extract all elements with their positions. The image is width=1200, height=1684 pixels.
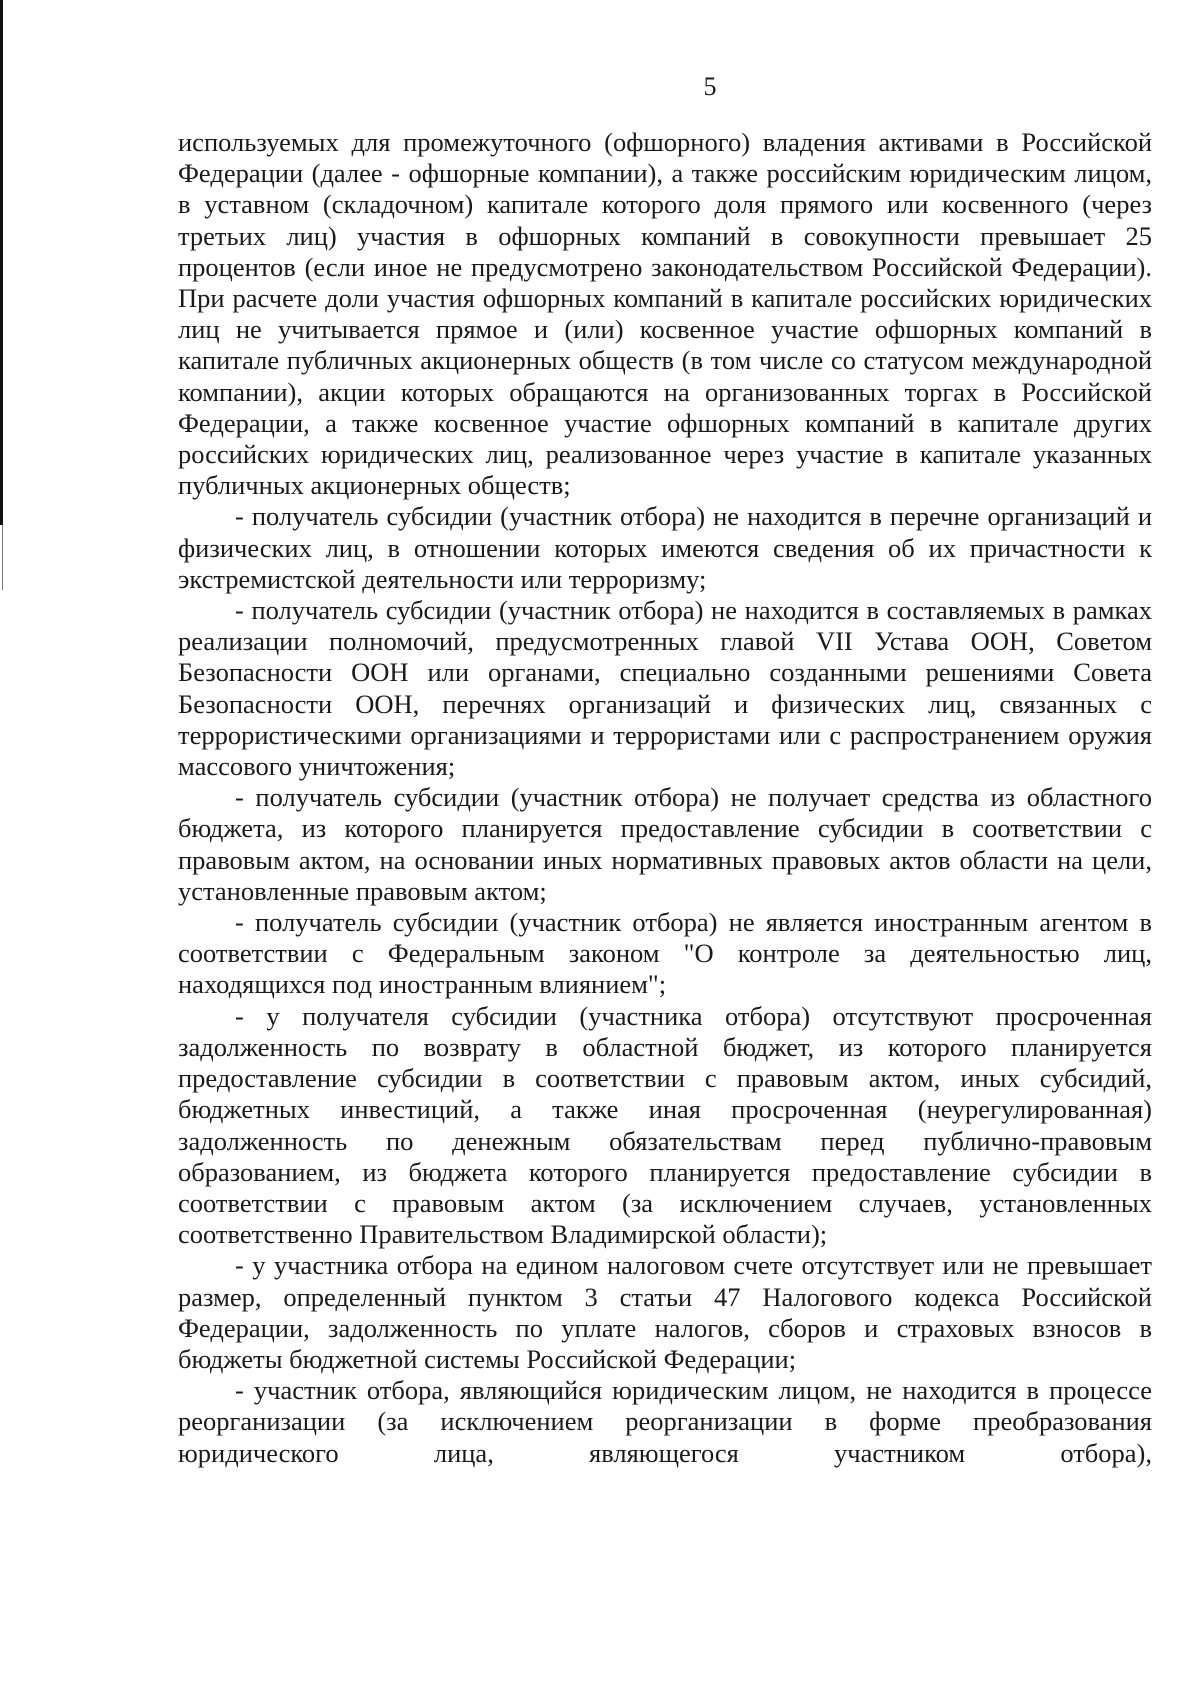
paragraph-reorganization: - участник отбора, являющийся юридическим лицом, не находится в процессе реорганизации (за исключением реорганизации в форме преобразования юридического лица, являющегося участником отбора), <box>178 1375 1152 1468</box>
paragraph-un-lists: - получатель субсидии (участник отбора) не находится в составляемых в рамках реализации полномочий, предусмотренных главой VII Устава ООН, Советом Безопасности ООН или органами, специально созданными решениями Совета Безопасности ООН, перечнях организаций и физических лиц, связанных с террористическими организациями и террористами или с распространением оружия массового уничтожения; <box>178 595 1152 782</box>
paragraph-tax-account: - у участника отбора на едином налоговом счете отсутствует или не превышает размер, определенный пунктом 3 статьи 47 Налогового кодекса Российской Федерации, задолженность по уплате налогов, сборов и страховых взносов в бюджеты бюджетной системы Российской Федерации; <box>178 1250 1152 1374</box>
paragraph-overdue-debt: - у получателя субсидии (участника отбора) отсутствуют просроченная задолженность по возврату в областной бюджет, из которого планируется предоставление субсидии в соответствии с правовым актом, иных субсидий, бюджетных инвестиций, а также иная просроченная (неурегулированная) задолженность по денежным обязательствам перед публично-правовым образованием, из бюджета которого планируется предоставление субсидии в соответствии с правовым актом (за исключением случаев, установленных соответственно Правительством Владимирской области); <box>178 1000 1152 1250</box>
paragraph-regional-budget-funds: - получатель субсидии (участник отбора) не получает средства из областного бюджета, из которого планируется предоставление субсидии в соответствии с правовым актом, на основании иных нормативных правовых актов области на цели, установленные правовым актом; <box>178 782 1152 906</box>
document-body <box>178 127 1152 1469</box>
scan-edge-mark-faint <box>2 525 3 590</box>
paragraph-extremism-list: - получатель субсидии (участник отбора) не находится в перечне организаций и физических лиц, в отношении которых имеются сведения об их причастности к экстремистской деятельности или терроризму; <box>178 501 1152 594</box>
page-number: 5 <box>703 72 717 101</box>
paragraph-foreign-agent: - получатель субсидии (участник отбора) не является иностранным агентом в соответствии с Федеральным законом "О контроле за деятельностью лиц, находящихся под иностранным влиянием"; <box>178 907 1152 1000</box>
paragraph-offshore-continuation: используемых для промежуточного (офшорного) владения активами в Российской Федерации (далее - офшорные компании), а также российским юридическим лицом, в уставном (складочном) капитале которого доля прямого или косвенного (через третьих лиц) участия в офшорных компаний в совокупности превышает 25 процентов (если иное не предусмотрено законодательством Российской Федерации). При расчете доли участия офшорных компаний в капитале российских юридических лиц не учитывается прямое и (или) косвенное участие офшорных компаний в капитале публичных акционерных обществ (в том числе со статусом международной компании), акции которых обращаются на организованных торгах в Российской Федерации, а также косвенное участие офшорных компаний в капитале других российских юридических лиц, реализованное через участие в капитале указанных публичных акционерных обществ; <box>178 127 1152 501</box>
